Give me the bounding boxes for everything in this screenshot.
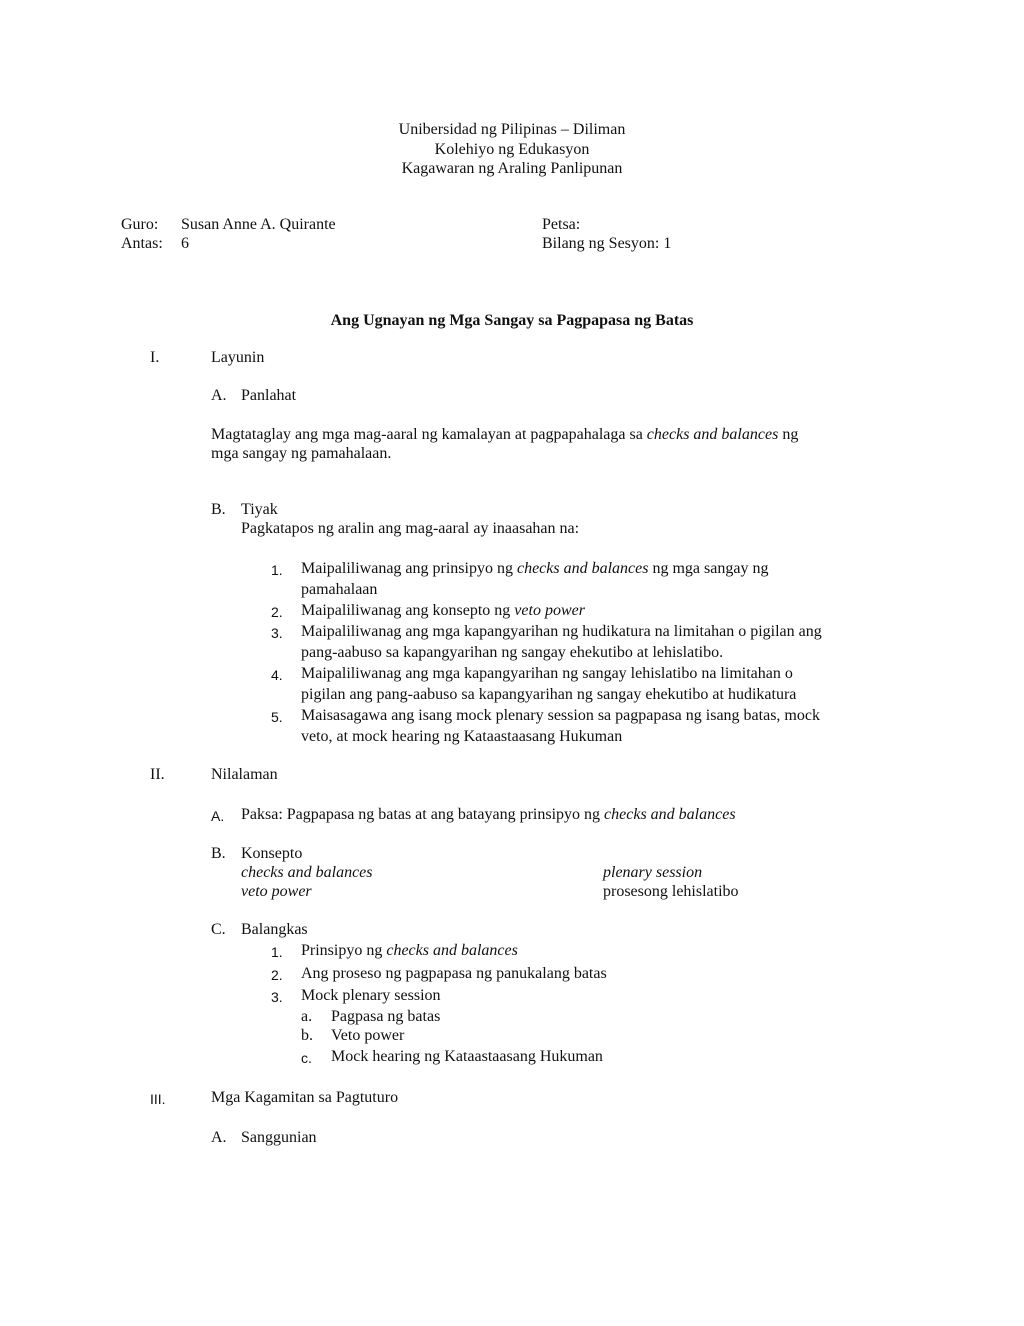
list-number: 2.	[271, 604, 283, 620]
section-heading: Nilalaman	[211, 766, 278, 783]
sublist-item: Veto power	[331, 1027, 405, 1044]
subsection-letter: B.	[211, 845, 226, 862]
guro-label: Guro:	[121, 216, 159, 233]
sublist-letter: a.	[301, 1008, 313, 1025]
text-span: Paksa: Pagpapasa ng batas at ang batayang prinsipyo ng	[241, 806, 605, 823]
list-number: 1.	[271, 562, 283, 578]
list-item: Mock plenary session	[301, 987, 441, 1004]
antas-value: 6	[181, 235, 189, 252]
page-title: Ang Ugnayan ng Mga Sangay sa Pagpapasa ng Batas	[330, 312, 694, 329]
college-name: Kolehiyo ng Edukasyon	[434, 141, 590, 158]
subsection-intro: Pagkatapos ng aralin ang mag-aaral ay inaasahan na:	[241, 520, 580, 537]
list-item-continuation: pang-aabuso sa kapangyarihan ng sangay ehekutibo at lehislatibo.	[301, 644, 724, 661]
text-span: ng	[778, 426, 799, 443]
list-number: 3.	[271, 989, 283, 1005]
text-span: Magtataglay ang mga mag-aaral ng kamalayan at pagpapahalaga sa	[211, 426, 647, 443]
list-number: 3.	[271, 625, 283, 641]
list-item-continuation: pigilan ang pang-aabuso sa kapangyarihan ng sangay ehekutibo at hudikatura	[301, 686, 797, 703]
guro-value: Susan Anne A. Quirante	[181, 216, 336, 233]
sublist-letter: b.	[301, 1027, 313, 1044]
emphasis-text: plenary session	[603, 864, 703, 881]
concept-item	[241, 863, 373, 883]
petsa-label: Petsa:	[542, 216, 581, 233]
emphasis-text: checks and balances	[241, 864, 373, 881]
section-heading: Layunin	[211, 349, 265, 366]
text-span: Maipaliliwanag ang prinsipyo ng	[301, 560, 517, 577]
emphasis-text: checks and balances	[604, 806, 736, 823]
subsection-letter: C.	[211, 921, 226, 938]
subsection-label: Konsepto	[241, 845, 303, 862]
section-number: I.	[150, 349, 160, 366]
sublist-letter: c.	[301, 1050, 312, 1066]
sublist-item: Mock hearing ng Kataastaasang Hukuman	[331, 1048, 603, 1065]
concept-item: prosesong lehislatibo	[603, 883, 739, 900]
list-number: 5.	[271, 709, 283, 725]
subsection-label: Panlahat	[241, 387, 297, 404]
list-item: Maipaliliwanag ang mga kapangyarihan ng sangay lehislatibo na limitahan o	[301, 665, 793, 682]
antas-label: Antas:	[121, 235, 163, 252]
subsection-label: Sanggunian	[241, 1129, 317, 1146]
list-item: Maisasagawa ang isang mock plenary session sa pagpapasa ng isang batas, mock	[301, 707, 820, 724]
list-number: 1.	[271, 944, 283, 960]
section-number: III.	[150, 1091, 166, 1107]
list-item-continuation: pamahalaan	[301, 581, 378, 598]
department-name: Kagawaran ng Araling Panlipunan	[401, 160, 623, 177]
subsection-label: Tiyak	[241, 501, 278, 518]
section-number: II.	[150, 766, 165, 783]
subsection-letter: B.	[211, 501, 226, 518]
list-item	[301, 559, 768, 579]
sesyon-label: Bilang ng Sesyon: 1	[542, 235, 672, 252]
emphasis-text: veto power	[514, 602, 585, 619]
subsection-letter: A.	[211, 1129, 227, 1146]
paragraph-line	[211, 425, 798, 445]
text-span: ng mga sangay ng	[648, 560, 769, 577]
emphasis-text: checks and balances	[516, 560, 649, 577]
emphasis-text: checks and balances	[386, 942, 518, 959]
list-item	[301, 601, 585, 621]
list-item-continuation: veto, at mock hearing ng Kataastaasang Hukuman	[301, 728, 623, 745]
emphasis-text: checks and balances	[646, 426, 779, 443]
sublist-item: Pagpasa ng batas	[331, 1008, 441, 1025]
emphasis-text: veto power	[241, 883, 312, 900]
subsection-label	[241, 805, 736, 825]
text-span: Maipaliliwanag ang konsepto ng	[301, 602, 515, 619]
list-number: 4.	[271, 667, 283, 683]
list-item	[301, 941, 518, 961]
subsection-label: Balangkas	[241, 921, 308, 938]
section-heading: Mga Kagamitan sa Pagtuturo	[211, 1089, 399, 1106]
subsection-letter: A.	[211, 808, 225, 824]
text-span: Prinsipyo ng	[301, 942, 387, 959]
concept-item	[241, 882, 312, 902]
subsection-letter: A.	[211, 387, 227, 404]
university-name: Unibersidad ng Pilipinas – Diliman	[398, 121, 626, 138]
paragraph-line: mga sangay ng pamahalaan.	[211, 445, 392, 462]
list-item: Ang proseso ng pagpapasa ng panukalang batas	[301, 965, 607, 982]
concept-item	[603, 863, 702, 883]
list-number: 2.	[271, 967, 283, 983]
list-item: Maipaliliwanag ang mga kapangyarihan ng hudikatura na limitahan o pigilan ang	[301, 623, 822, 640]
